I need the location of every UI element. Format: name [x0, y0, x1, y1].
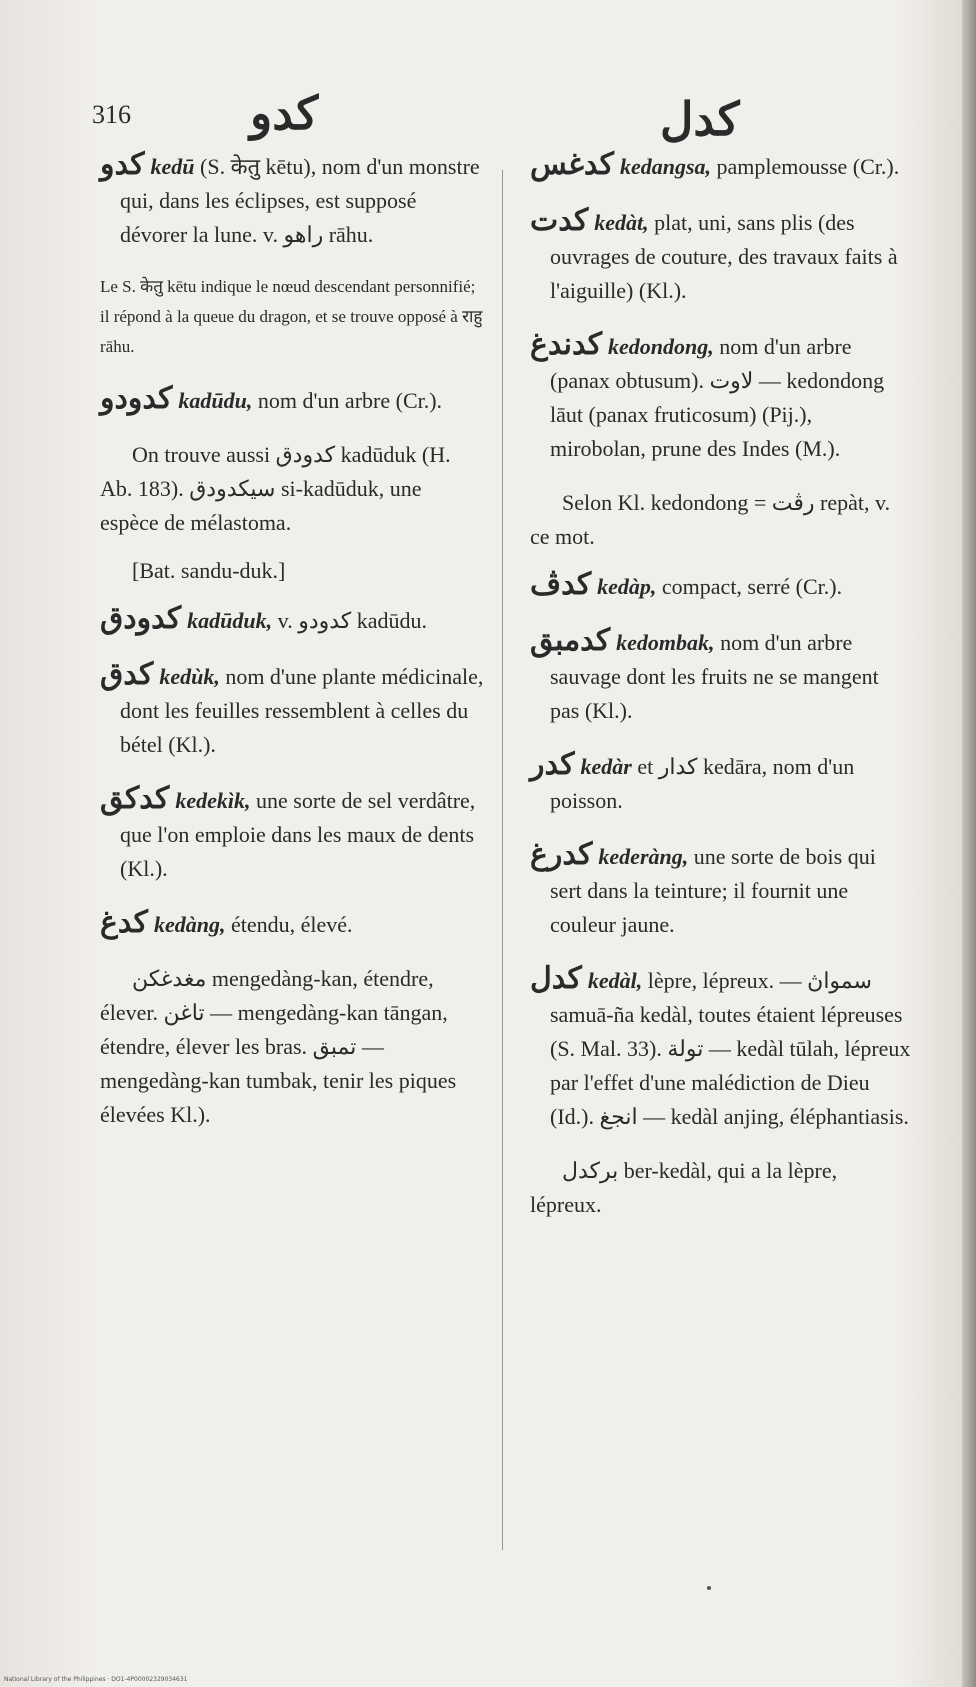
entry-transliteration: kederàng, — [598, 844, 689, 869]
entry-transliteration: kedondong, — [608, 334, 714, 359]
entry-transliteration: kedekìk, — [175, 788, 251, 813]
running-head-left: كدو — [250, 88, 319, 139]
dictionary-entry — [530, 624, 912, 728]
entry-arabic-headword: كدڤ — [530, 568, 592, 601]
entry-arabic-headword: كدندغ — [530, 328, 603, 361]
sub-paragraph: On trouve aussi كدودق kadūduk (H. Ab. 183). سيكدودق si-kadūduk, une espèce de mélastoma. — [100, 442, 451, 535]
dictionary-entry — [530, 204, 912, 308]
dictionary-entry — [530, 748, 912, 818]
entry-transliteration: kadūduk, — [187, 608, 273, 633]
entry-arabic-headword: كدرغ — [530, 838, 593, 871]
right-column — [530, 148, 912, 1236]
entry-transliteration: kadūdu, — [178, 388, 253, 413]
sub-paragraph: [Bat. sandu-duk.] — [132, 558, 286, 583]
dictionary-entry — [100, 602, 485, 638]
entry-arabic-headword: كدل — [530, 962, 582, 995]
entry-definition: compact, serré (Cr.). — [661, 574, 843, 599]
dictionary-entry — [100, 782, 485, 886]
entry-definition: et كدار kedāra, nom d'un poisson. — [550, 754, 855, 813]
entry-arabic-headword: كدودو — [100, 382, 173, 415]
dictionary-entry — [530, 568, 912, 604]
dictionary-entry — [530, 838, 912, 942]
entry-definition: étendu, élevé. — [230, 912, 353, 937]
print-speck — [707, 1586, 711, 1590]
entry-transliteration: kedū — [150, 154, 195, 179]
entry-transliteration: kedàl, — [587, 968, 643, 993]
entry-definition: plat, uni, sans plis (des ouvrages de couture, des travaux faits à l'aiguille) (Kl.). — [550, 210, 898, 303]
entry-arabic-headword: كدغس — [530, 148, 614, 181]
left-column — [100, 148, 485, 1146]
sub-paragraph: بركدل ber-kedàl, qui a la lèpre, lépreux. — [530, 1158, 838, 1217]
entry-transliteration: kedombak, — [616, 630, 715, 655]
dictionary-entry — [100, 906, 485, 942]
entry-arabic-headword: كدمبق — [530, 624, 611, 657]
entry-definition: lèpre, lépreux. — سمواڽ samuā-ña kedàl, toutes étaient lépreuses (S. Mal. 33). تولة — kedàl tūlah, lépreux par l'effet d'une malédiction de Dieu (Id.). انجغ — kedàl anjing, éléphantiasis. — [550, 968, 911, 1129]
dictionary-entry — [530, 962, 912, 1134]
entry-definition: une sorte de bois qui sert dans la teinture; il fournit une couleur jaune. — [550, 844, 876, 937]
entry-arabic-headword: كدت — [530, 204, 589, 237]
page-number: 316 — [92, 100, 131, 129]
dictionary-entry — [100, 382, 485, 418]
entry-arabic-headword: كدو — [100, 148, 145, 181]
entry-arabic-headword: كدغ — [100, 906, 148, 939]
dictionary-entry — [530, 328, 912, 466]
entry-arabic-headword: كدودق — [100, 602, 182, 635]
running-head-right: كدل — [660, 94, 740, 145]
entry-definition: nom d'un arbre (Cr.). — [257, 388, 443, 413]
entry-definition: (S. केतु kētu), nom d'un monstre qui, dans les éclipses, est supposé dévorer la lune. v. راهو rāhu. — [120, 154, 480, 247]
library-footer: National Library of the Philippines · DO1-4P00002329034631 — [4, 1676, 188, 1683]
entry-transliteration: kedùk, — [159, 664, 220, 689]
entry-arabic-headword: كدر — [530, 748, 575, 781]
dictionary-entry — [100, 658, 485, 762]
page-edge — [962, 0, 976, 1687]
entry-transliteration: kedàt, — [594, 210, 649, 235]
sub-paragraph: مغدغكن mengedàng-kan, étendre, élever. تاغن — mengedàng-kan tāngan, étendre, élever les bras. تمبق — mengedàng-kan tumbak, tenir les piques élevées Kl.). — [100, 966, 457, 1127]
dictionary-entry — [530, 148, 912, 184]
entry-transliteration: kedàp, — [597, 574, 657, 599]
entry-transliteration: kedàr — [580, 754, 632, 779]
entry-definition: nom d'un arbre sauvage dont les fruits ne se mangent pas (Kl.). — [550, 630, 879, 723]
entry-arabic-headword: كدكق — [100, 782, 170, 815]
entry-definition: v. كدودو kadūdu. — [277, 608, 428, 633]
entry-transliteration: kedàng, — [153, 912, 226, 937]
column-divider — [502, 170, 503, 1550]
note-paragraph: Le S. केतु kētu indique le nœud descendant personnifié; il répond à la queue du dragon, et se trouve opposé à राहु rāhu. — [100, 277, 483, 356]
entry-definition: nom d'un arbre (panax obtusum). لاوت — kedondong lāut (panax fruticosum) (Pij.), mirobolan, prune des Indes (M.). — [550, 334, 885, 461]
dictionary-entry — [100, 148, 485, 252]
entry-definition: pamplemousse (Cr.). — [716, 154, 900, 179]
entry-definition: une sorte de sel verdâtre, que l'on emploie dans les maux de dents (Kl.). — [120, 788, 476, 881]
sub-paragraph: Selon Kl. kedondong = رڤت repàt, v. ce mot. — [530, 490, 891, 549]
entry-definition: nom d'une plante médicinale, dont les feuilles ressemblent à celles du bétel (Kl.). — [120, 664, 484, 757]
entry-arabic-headword: كدق — [100, 658, 154, 691]
entry-transliteration: kedangsa, — [619, 154, 712, 179]
